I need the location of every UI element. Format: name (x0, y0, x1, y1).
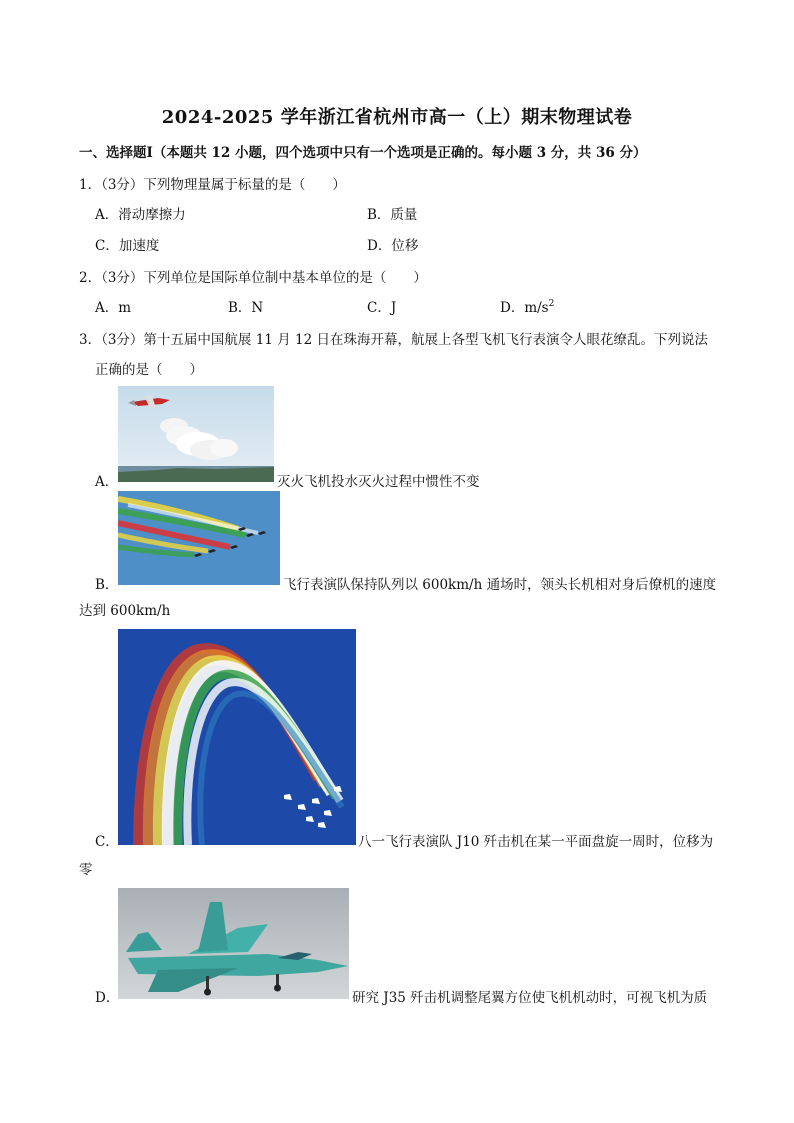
question-3-option-d-text: 研究 J35 歼击机调整尾翼方位使飞机机动时，可视飞机为质 (352, 990, 708, 1006)
question-2-option-d-text: D．m/s (500, 300, 549, 316)
question-2-option-a: A．m (95, 300, 132, 316)
question-3-option-b-text-line-2: 达到 600km/h (79, 603, 171, 619)
question-1-option-b: B．质量 (367, 207, 418, 223)
question-1-option-a: A．滑动摩擦力 (95, 207, 186, 223)
question-2-stem: 2．（3分）下列单位是国际单位制中基本单位的是（ ） (79, 270, 427, 286)
question-3-option-b-label: B． (95, 577, 119, 593)
question-3-option-c-label: C． (95, 834, 119, 850)
question-3-option-b-text-line-1: 飞行表演队保持队列以 600km/h 通场时，领头长机相对身后僚机的速度 (283, 577, 717, 593)
question-3-option-c-text-line-1: 八一飞行表演队 J10 歼击机在某一平面盘旋一周时，位移为 (358, 834, 714, 850)
exam-title: 2024-2025 学年浙江省杭州市高一（上）期末物理试卷 (161, 107, 633, 128)
question-2-option-c: C．J (367, 300, 397, 316)
question-3-stem-line-1: 3．（3分）第十五届中国航展 11 月 12 日在珠海开幕，航展上各型飞机飞行表演令人眼花缭乱。下列说法 (79, 332, 708, 348)
question-3-option-a-text: 灭火飞机投水灭火过程中惯性不变 (277, 474, 480, 490)
j10-loop-photo (118, 629, 356, 845)
question-3-option-d-label: D． (95, 990, 120, 1006)
j35-fighter-photo (118, 888, 349, 999)
question-1-stem: 1．（3分）下列物理量属于标量的是（ ） (79, 177, 346, 193)
question-2-option-b: B．N (228, 300, 264, 316)
question-3-stem-line-2: 正确的是（ ） (95, 362, 203, 378)
firefighting-plane-photo (118, 386, 274, 482)
formation-flight-photo (118, 491, 280, 585)
question-2-option-d (500, 298, 554, 318)
question-3-option-c-text-line-2: 零 (79, 862, 93, 878)
question-1-option-c: C．加速度 (95, 238, 160, 254)
question-3-option-a-label: A． (95, 474, 119, 490)
section-heading: 一、选择题Ⅰ（本题共 12 小题，四个选项中只有一个选项是正确的。每小题 3 分，共 36 分） (79, 145, 647, 161)
question-2-option-d-exponent: 2 (548, 299, 555, 309)
question-1-option-d: D．位移 (367, 238, 419, 254)
